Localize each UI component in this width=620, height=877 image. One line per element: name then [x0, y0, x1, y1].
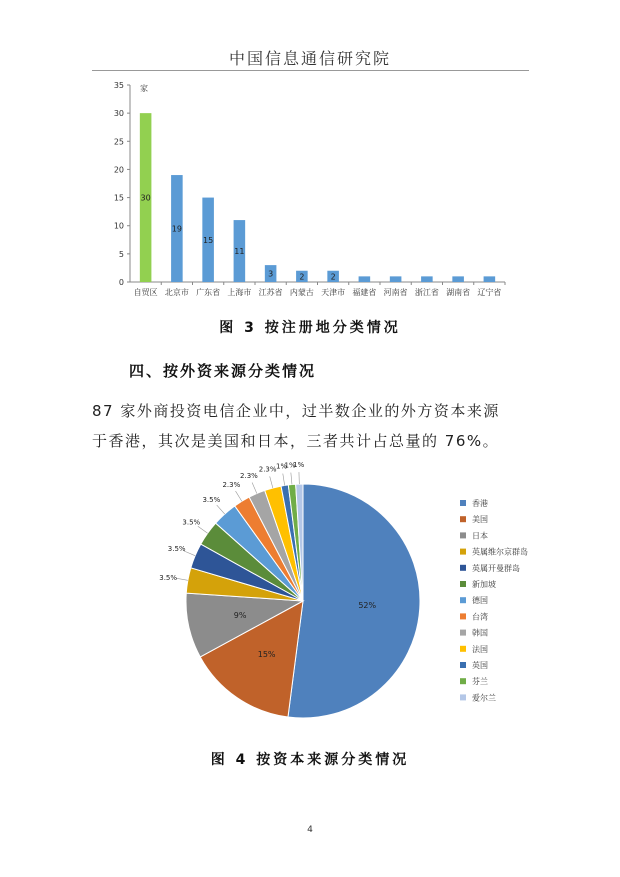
bar-category-label: 河南省 — [383, 288, 408, 297]
bar-category-label: 内蒙古 — [289, 288, 314, 297]
page-header-title: 中国信息通信研究院 — [228, 49, 391, 68]
bar-data-label: 2 — [330, 272, 336, 282]
bar-湖南省 — [452, 276, 464, 282]
page-number: 4 — [307, 825, 313, 835]
bar-data-label: 11 — [234, 247, 245, 257]
pie-legend-swatch — [460, 549, 466, 555]
pie-leader-line — [283, 474, 285, 486]
pie-leader-line — [236, 491, 242, 501]
bar-chart-unit-label: 家 — [140, 84, 148, 93]
pie-legend-label: 英国 — [472, 661, 488, 670]
figure4-caption: 图 4 按资本来源分类情况 — [210, 752, 410, 768]
pie-slice-香港 — [288, 484, 420, 718]
section-heading: 四、按外资来源分类情况 — [129, 362, 317, 380]
pie-legend-swatch — [460, 678, 466, 684]
pie-legend-swatch — [460, 662, 466, 668]
pie-data-label: 3.5% — [202, 496, 221, 505]
pie-data-label: 52% — [358, 601, 377, 611]
pie-legend-swatch — [460, 613, 466, 619]
bar-福建省 — [359, 276, 371, 282]
pie-legend-swatch — [460, 646, 466, 652]
pie-legend-swatch — [460, 565, 466, 571]
pie-legend-label: 英属开曼群岛 — [472, 563, 520, 573]
pie-data-label: 2.3% — [258, 465, 277, 474]
pie-data-label: 9% — [233, 610, 247, 620]
figure3-caption: 图 3 按注册地分类情况 — [219, 320, 401, 336]
pie-data-label: 1% — [293, 461, 305, 470]
pie-leader-line — [176, 578, 188, 580]
bar-chart-y-tick-label: 5 — [118, 249, 124, 259]
bar-chart-y-tick-label: 20 — [113, 165, 124, 175]
pie-legend-label: 英属维尔京群岛 — [472, 547, 528, 557]
bar-chart-y-tick-label: 35 — [113, 81, 124, 90]
pie-legend-label: 台湾 — [472, 612, 488, 622]
bar-category-label: 湖南省 — [446, 288, 471, 297]
pie-data-label: 3.5% — [182, 518, 201, 527]
pie-legend-swatch — [460, 630, 466, 636]
bar-category-label: 自贸区 — [133, 288, 158, 297]
pie-data-label: 1% — [275, 462, 288, 471]
pie-legend-label: 新加坡 — [472, 580, 496, 589]
bar-chart-y-tick-label: 10 — [113, 221, 124, 231]
bar-chart-y-tick-label: 0 — [118, 278, 124, 287]
pie-data-label: 2.3% — [240, 472, 258, 481]
pie-legend-label: 日本 — [472, 531, 488, 541]
pie-legend-swatch — [460, 581, 466, 587]
pie-legend-label: 德国 — [472, 596, 488, 606]
bar-category-label: 浙江省 — [414, 288, 439, 297]
paragraph-line-1: 87 家外商投资电信企业中，过半数企业的外方资本来源 — [92, 402, 500, 420]
bar-chart-y-tick-label: 25 — [113, 137, 124, 147]
pie-leader-line — [198, 526, 208, 533]
pie-leader-line — [184, 551, 195, 556]
bar-辽宁省 — [484, 276, 496, 282]
bar-data-label: 15 — [203, 235, 214, 245]
bar-category-label: 江苏省 — [258, 288, 283, 297]
pie-legend-label: 香港 — [472, 499, 488, 508]
bar-浙江省 — [421, 276, 433, 282]
bar-chart-y-tick-label: 30 — [113, 109, 124, 119]
pie-data-label: 3.5% — [159, 573, 178, 582]
bar-category-label: 上海市 — [227, 288, 252, 297]
pie-legend-label: 爱尔兰 — [472, 693, 496, 703]
pie-legend-swatch — [460, 500, 466, 506]
pie-data-label: 1% — [284, 461, 296, 470]
pie-data-label: 3.5% — [167, 544, 186, 553]
bar-data-label: 3 — [268, 269, 274, 279]
pie-legend-swatch — [460, 532, 466, 538]
bar-data-label: 2 — [299, 272, 305, 282]
bar-chart-y-tick-label: 15 — [113, 193, 124, 203]
pie-legend-swatch — [460, 694, 466, 700]
bar-data-label: 30 — [140, 193, 151, 203]
bar-河南省 — [390, 276, 402, 282]
pie-leader-line — [270, 476, 273, 488]
bar-category-label: 天津市 — [321, 288, 346, 297]
pie-legend-label: 芬兰 — [472, 677, 488, 687]
pie-leader-line — [217, 505, 225, 514]
bar-category-label: 广东省 — [196, 288, 221, 297]
pie-legend-label: 韩国 — [472, 628, 488, 638]
pie-leader-line — [291, 473, 292, 485]
bar-category-label: 北京市 — [164, 288, 189, 297]
pie-legend-label: 法国 — [472, 644, 488, 654]
pie-data-label: 2.3% — [222, 481, 241, 490]
pie-legend-label: 美国 — [472, 515, 488, 525]
pie-data-label: 15% — [257, 650, 276, 660]
paragraph-line-2: 于香港，其次是美国和日本，三者共计占总量的 76%。 — [92, 432, 500, 450]
pie-legend-swatch — [460, 597, 466, 603]
bar-category-label: 福建省 — [352, 288, 377, 297]
bar-data-label: 19 — [171, 224, 182, 234]
pie-leader-line — [252, 482, 257, 493]
pie-legend-swatch — [460, 516, 466, 522]
bar-category-label: 辽宁省 — [477, 288, 502, 297]
